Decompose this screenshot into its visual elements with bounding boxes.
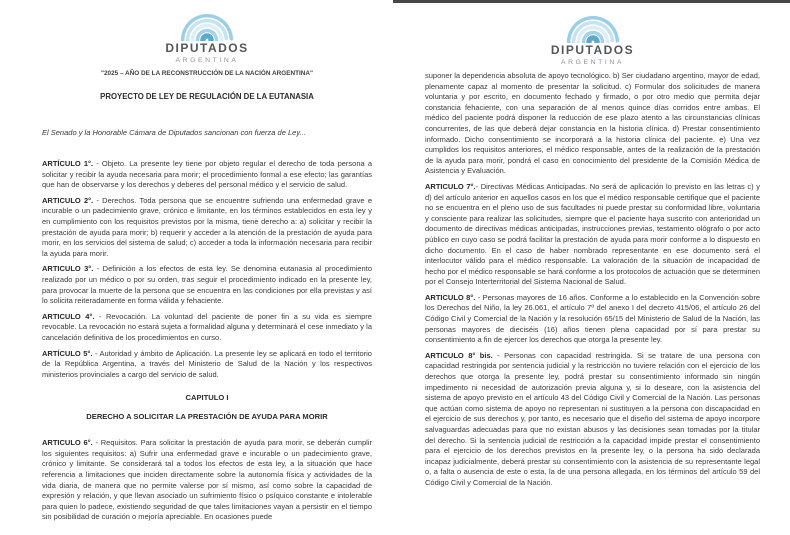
article-3-text: - Definición a los efectos de esta ley. Se denomina eutanasia al procedimiento realizado por un médico o por su orden, tras seguir el procedimiento indicado en la presente ley, para provocar la muerte de la persona que se encuentra en las condiciones por ella previstas y así lo solicita reiteradamente en forma válida y fehaciente. [42, 264, 372, 306]
article-8-lead: ARTICULO 8°. [425, 292, 476, 302]
page-header [425, 14, 760, 67]
chapter-label: CAPITULO I [185, 393, 229, 403]
bill-title: PROYECTO DE LEY DE REGULACIÓN DE LA EUTANASIA [100, 92, 314, 101]
article-5-lead: ARTÍCULO 5°. [42, 348, 93, 358]
article-6-text: - Requisitos. Para solicitar la prestación de ayuda para morir, se deberán cumplir los siguientes requisitos: a) Sufrir una enfermedad grave e incurable o un padecimiento grave, crónico y limitante. Se considerará tal a todos los efectos de esta ley, a la situación que hace referencia a limitaciones que inciden directamente sobre la autonomía física y actividades de la vida diaria, de manera que no permite valerse por sí mismo, así como sobre la capacidad de expresión y relación, y que llevan asociado un sufrimiento físico o psíquico constante e intolerable para quien lo padece, existiendo seguridad de que tales limitaciones vayan a persistir en el tiempo sin posibilidad de curación o mejoría apreciable. En ocasiones puede [42, 438, 373, 522]
article-4-text: - Revocación. La voluntad del paciente de poner fin a su vida es siempre revocable. La revocación no estará sujeta a formalidad alguna y determinará el cese inmediato y la cancelación definitiva de los procedimientos en curso. [42, 311, 372, 342]
article-4-lead: ARTICULO 4°. [42, 311, 95, 321]
article-8bis-lead: ARTICULO 8° bis. [425, 350, 493, 360]
article-1 [42, 159, 372, 191]
article-3 [42, 264, 372, 306]
article-1-text: - Objeto. La presente ley tiene por objeto regular el derecho de toda persona a solicitar y recibir la ayuda necesaria para morir; el procedimiento formal a ese efecto; las garantías que han de observarse y los derechos y deberes del personal médico y el servicio de salud. [42, 159, 372, 190]
article-8-text: - Personas mayores de 16 años. Conforme a lo establecido en la Convención sobre los Derechos del Niño, la ley 26.061, el artículo 7º del anexo I del decreto 415/06, el artículo 26 del Código Civil y Comercial de la Nación y la resolución 65/15 del Ministerio de Salud de la Nación, las personas mayores de dieciséis (16) años tienen plena capacidad por sí para prestar su consentimiento a fin de ejercer los derechos que otorga la presente ley. [425, 292, 760, 345]
diputados-hemicycle-logo-icon [566, 14, 620, 43]
article-3-lead: ARTICULO 3°. [42, 264, 94, 274]
article-2 [42, 196, 372, 260]
article-8bis-text: - Personas con capacidad restringida. Si se tratare de una persona con capacidad restringida por sentencia judicial y la restricción no tuviere relación con el ejercicio de los derechos que otorga la presente ley, podrá prestar su consentimiento informado sin ningún impedimento ni necesidad de autorización previa alguna y, si lo deseare, con la asistencia del sistema de apoyo previsto en el artículo 43 del Código Civil y Comercial de la Nación. Las personas que actúan como sistema de apoyo no representan ni sustituyen a la persona con discapacidad en el ejercicio de sus derechos y, por tanto, es necesario que el diseño del sistema de apoyo incorpore salvaguardas adecuadas para que no existan abusos y las decisiones sean tomadas por la titular del derecho. Si la sentencia judicial de restricción a la capacidad impide prestar el consentimiento para el ejercicio de los derechos previstos en la presente ley, o la persona ha sido declarada incapaz judicialmente, deberá prestar su consentimiento con la asistencia de su representante legal o, a falta o ausencia de este o esta, la de una persona allegada, en los términos del artículo 59 del Código Civil y Comercial de la Nación. [425, 350, 760, 487]
diputados-hemicycle-logo-icon [180, 12, 234, 41]
article-5 [42, 349, 372, 381]
logo-wordmark: DIPUTADOS [165, 41, 249, 55]
article-8bis [425, 351, 760, 489]
logo-country: ARGENTINA [175, 57, 239, 64]
article-2-text: - Derechos. Toda persona que se encuentre sufriendo una enfermedad grave e incurable o un padecimiento grave, crónico e limitante, en los términos establecidos en esta ley y en cumplimiento con los requisitos previstos por la misma, tiene derecho a: a) solicitar y recibir la prestación de ayuda para morir; b) requerir y acceder a la atención de la prestación de ayuda para morir, en los servicios del sistema de salud; c) acceder a toda la información necesaria para recibir la ayuda para morir. [42, 195, 372, 258]
articles-left [42, 159, 372, 523]
article-6-lead: ARTICULO 6°. [42, 438, 93, 448]
article-7-lead: ARTICULO 7°. [425, 181, 476, 191]
year-motto: "2025 – AÑO DE LA RECONSTRUCCIÓN DE LA NACIÓN ARGENTINA" [100, 70, 314, 77]
enacting-formula: El Senado y la Honorable Cámara de Diputados sancionan con fuerza de Ley... [42, 128, 306, 137]
article-6-continuation: suponer la dependencia absoluta de apoyo tecnológico. b) Ser ciudadano argentino, mayor de edad, plenamente capaz al momento de presentar la solicitud. c) Formular dos solicitudes de manera voluntaria y por escrito, en documento fechado y firmado, o por otro medio que permita dejar constancia fehaciente, con una separación de al menos quince días corridos entre ambas. El médico del paciente podrá disponer la reducción de ese plazo atento a las circunstancias clínicas concurrentes, de las que deberá dejar constancia en la historia clínica. d) Prestar consentimiento informado. Dicho consentimiento se incorporará a la historia clínica del paciente. e) Una vez cumplidos los requisitos anteriores, el médico responsable, antes de la realización de la prestación de la ayuda para morir, pondrá el caso en conocimiento del presidente de la Comisión Médica de Asistencia y Evaluación. [425, 71, 760, 176]
chapter-heading: DERECHO A SOLICITAR LA PRESTACIÓN DE AYUDA PARA MORIR [86, 412, 328, 422]
article-8 [425, 293, 760, 346]
page-header [42, 12, 372, 78]
article-5-text: - Autoridad y ámbito de Aplicación. La presente ley se aplicará en todo el territorio de la República Argentina, a través del Ministerio de Salud de la Nación y los respectivos ministerios provinciales a cargo del servicio de salud. [42, 348, 372, 379]
logo-country: ARGENTINA [560, 59, 625, 66]
article-1-lead: ARTÍCULO 1°. [42, 159, 94, 168]
article-2-lead: ARTICULO 2°. [42, 195, 94, 205]
article-7 [425, 182, 760, 288]
document-page-2 [395, 0, 790, 535]
article-7-text: - Directivas Médicas Anticipadas. No será de aplicación lo previsto en las letras c) y d) del artículo anterior en aquellos casos en los que el médico responsable certifique que el paciente no se encuentra en el pleno uso de sus facultades ni puede prestar su conformidad libre, voluntaria y consciente para realizar las solicitudes, siempre que el paciente haya suscrito con anterioridad un documento de directivas médicas anticipadas, instrucciones previas, testamento ológrafo o por acto público en cuyo caso se podrá facilitar la prestación de ayuda para morir conforme a lo dispuesto en dicho documento. En el caso de haber nombrado representante en ese documento será el interlocutor válido para el médico responsable. La valoración de la situación de incapacidad de hecho por el médico responsable se hará conforme a los protocolos de actuación que se determinen por el Consejo Interterritorial del Sistema Nacional de Salud. [425, 181, 760, 287]
article-6 [42, 438, 372, 523]
logo-wordmark: DIPUTADOS [550, 43, 635, 57]
article-4 [42, 312, 372, 344]
articles-right [425, 71, 760, 489]
